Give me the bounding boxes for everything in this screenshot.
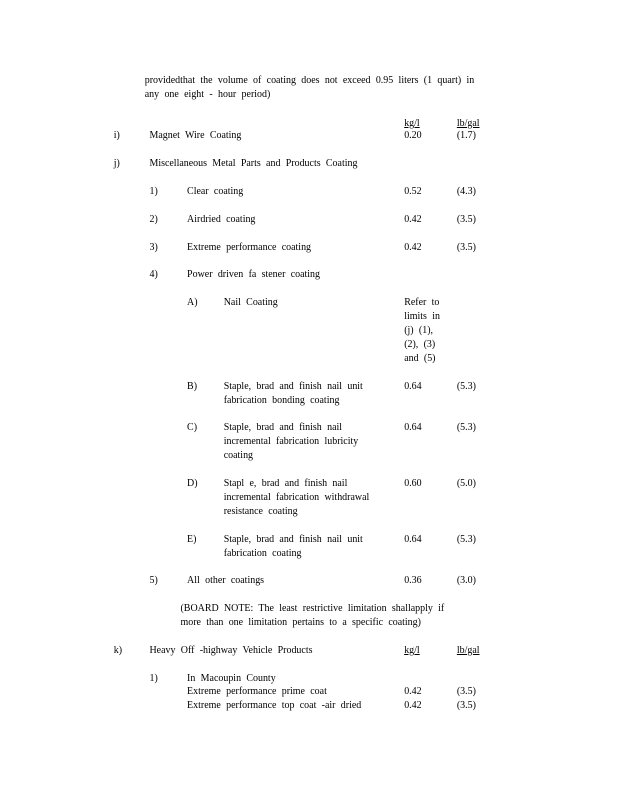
- item-j2-lbgal: (3.5): [456, 214, 476, 225]
- item-j5-kgl: 0.36: [404, 575, 422, 586]
- item-j2-num: 2): [149, 214, 158, 225]
- subitem-a-title: Nail Coating: [223, 297, 278, 308]
- item-k1-num: 1): [149, 673, 158, 684]
- item-j2-title: Airdried coating: [187, 214, 256, 225]
- subitem-d-line-2: incremental fabrication withdrawal: [223, 492, 370, 503]
- item-j-label: j): [113, 158, 120, 169]
- subitem-a-ref-line-4: (2), (3): [404, 339, 436, 350]
- item-j1-num: 1): [149, 186, 158, 197]
- subitem-e-label: E): [187, 534, 197, 545]
- subitem-e-lbgal: (5.3): [456, 534, 476, 545]
- item-j1-kgl: 0.52: [404, 186, 422, 197]
- item-j2-kgl: 0.42: [404, 214, 422, 225]
- subitem-d-lbgal: (5.0): [456, 478, 476, 489]
- subitem-c-label: C): [187, 422, 198, 433]
- item-k-title: Heavy Off -highway Vehicle Products: [149, 645, 313, 656]
- subitem-b-label: B): [187, 381, 198, 392]
- subitem-c-kgl: 0.64: [404, 422, 422, 433]
- item-i-lbgal: (1.7): [456, 130, 476, 141]
- item-j-title: Miscellaneous Metal Parts and Products Coating: [149, 158, 358, 169]
- unit-kgl-header: kg/l: [404, 118, 420, 129]
- item-k1-row-1-lbgal: (3.5): [456, 686, 476, 697]
- item-k1-row-2-title: Extreme performance top coat -air dried: [187, 700, 362, 711]
- k-unit-lbgal-header: lb/gal: [456, 645, 480, 656]
- subitem-a-ref-line-2: limits in: [404, 311, 440, 322]
- subitem-b-lbgal: (5.3): [456, 381, 476, 392]
- subitem-e-line-2: fabrication coating: [223, 548, 302, 559]
- item-k1-row-2-kgl: 0.42: [404, 700, 422, 711]
- item-k1-row-1-kgl: 0.42: [404, 686, 422, 697]
- intro-line-2: any one eight - hour period): [144, 89, 271, 100]
- item-j1-lbgal: (4.3): [456, 186, 476, 197]
- item-i-title: Magnet Wire Coating: [149, 130, 242, 141]
- subitem-c-line-3: coating: [223, 450, 254, 461]
- item-i-label: i): [113, 130, 120, 141]
- k-unit-kgl-header: kg/l: [404, 645, 420, 656]
- subitem-e-kgl: 0.64: [404, 534, 422, 545]
- subitem-a-ref-line-1: Refer to: [404, 297, 440, 308]
- item-j4-title: Power driven fa stener coating: [187, 269, 321, 280]
- item-j3-lbgal: (3.5): [456, 242, 476, 253]
- subitem-d-line-1: Stapl e, brad and finish nail: [223, 478, 348, 489]
- intro-line-1: providedthat the volume of coating does not exceed 0.95 liters (1 quart) in: [144, 75, 475, 86]
- subitem-c-lbgal: (5.3): [456, 422, 476, 433]
- item-j3-kgl: 0.42: [404, 242, 422, 253]
- board-note-line-2: more than one limitation pertains to a specific coating): [180, 617, 421, 628]
- subitem-b-line-2: fabrication bonding coating: [223, 395, 340, 406]
- subitem-c-line-2: incremental fabrication lubricity: [223, 436, 359, 447]
- subitem-b-kgl: 0.64: [404, 381, 422, 392]
- subitem-c-line-1: Staple, brad and finish nail: [223, 422, 343, 433]
- item-j5-num: 5): [149, 575, 158, 586]
- item-j5-title: All other coatings: [187, 575, 265, 586]
- item-j1-title: Clear coating: [187, 186, 244, 197]
- item-j3-title: Extreme performance coating: [187, 242, 312, 253]
- item-j3-num: 3): [149, 242, 158, 253]
- item-k-label: k): [113, 645, 123, 656]
- item-j5-lbgal: (3.0): [456, 575, 476, 586]
- item-k1-title: In Macoupin County: [187, 673, 276, 684]
- subitem-a-ref-line-5: and (5): [404, 353, 436, 364]
- subitem-d-line-3: resistance coating: [223, 506, 298, 517]
- subitem-a-label: A): [187, 297, 198, 308]
- item-i-kgl: 0.20: [404, 130, 422, 141]
- unit-lbgal-header: lb/gal: [456, 118, 480, 129]
- item-k1-row-2-lbgal: (3.5): [456, 700, 476, 711]
- subitem-e-line-1: Staple, brad and finish nail unit: [223, 534, 363, 545]
- subitem-d-kgl: 0.60: [404, 478, 422, 489]
- subitem-a-ref-line-3: (j) (1),: [404, 325, 434, 336]
- subitem-b-line-1: Staple, brad and finish nail unit: [223, 381, 363, 392]
- item-k1-row-1-title: Extreme performance prime coat: [187, 686, 327, 697]
- subitem-d-label: D): [187, 478, 198, 489]
- item-j4-num: 4): [149, 269, 158, 280]
- board-note-line-1: (BOARD NOTE: The least restrictive limitation shallapply if: [180, 603, 445, 614]
